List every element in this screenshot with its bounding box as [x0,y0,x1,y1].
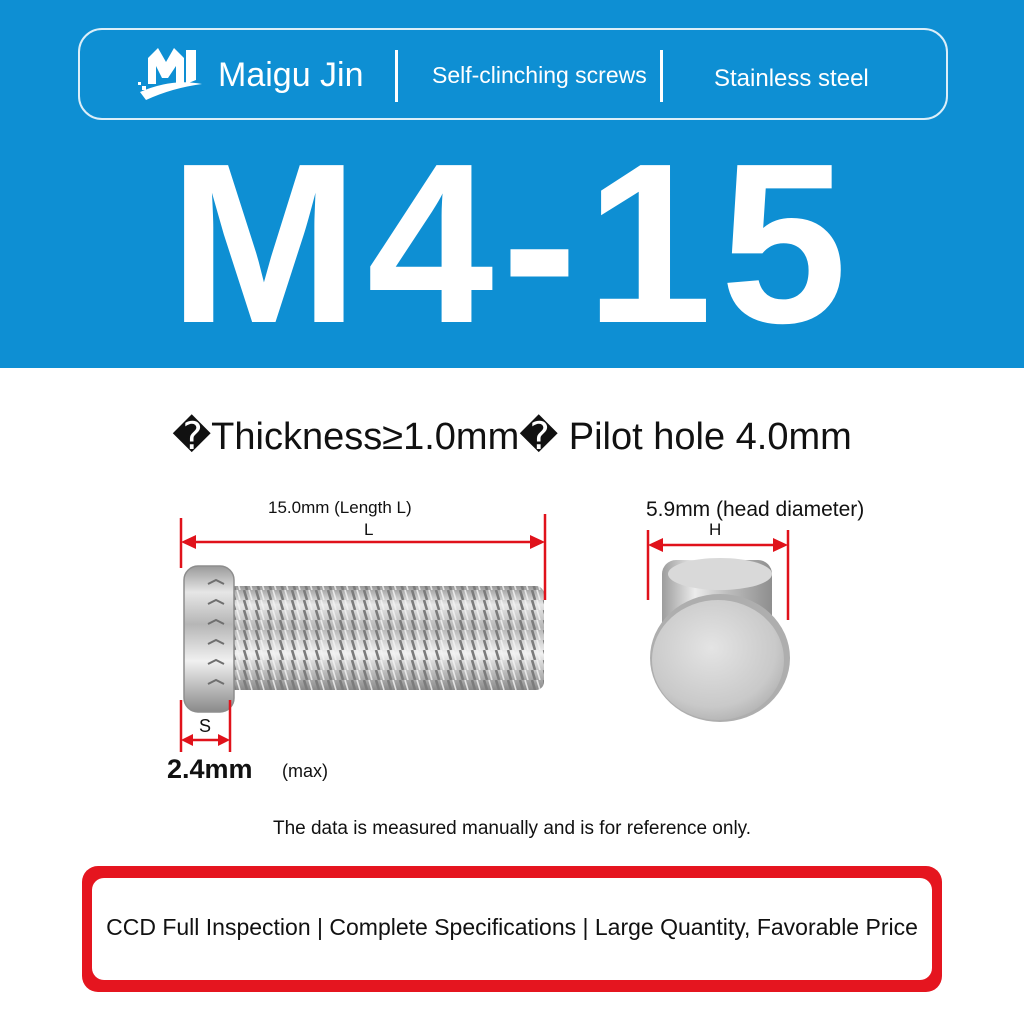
brand-name: Maigu Jin [218,56,364,94]
promo-banner [82,866,942,992]
promo-banner-text: CCD Full Inspection | Complete Specifications | Large Quantity, Favorable Price [106,914,918,940]
screw-head-view [650,558,790,722]
length-symbol: L [364,520,374,539]
product-category: Self-clinching screws [432,62,647,88]
spec-summary: �Thickness≥1.0mm� Pilot hole 4.0mm [172,416,852,458]
head-diameter-label: 5.9mm (head diameter) [646,498,865,521]
screw-side-view [184,566,544,712]
promo-banner-inner [92,878,932,980]
shank-qualifier: (max) [282,761,328,781]
head-symbol: H [709,520,722,539]
model-number: M4-15 [168,117,856,371]
shank-value: 2.4mm [167,754,253,784]
length-label: 15.0mm (Length L) [268,498,412,517]
material-label: Stainless steel [714,65,869,92]
disclaimer-note: The data is measured manually and is for reference only. [272,818,752,839]
shank-symbol: S [199,716,212,736]
